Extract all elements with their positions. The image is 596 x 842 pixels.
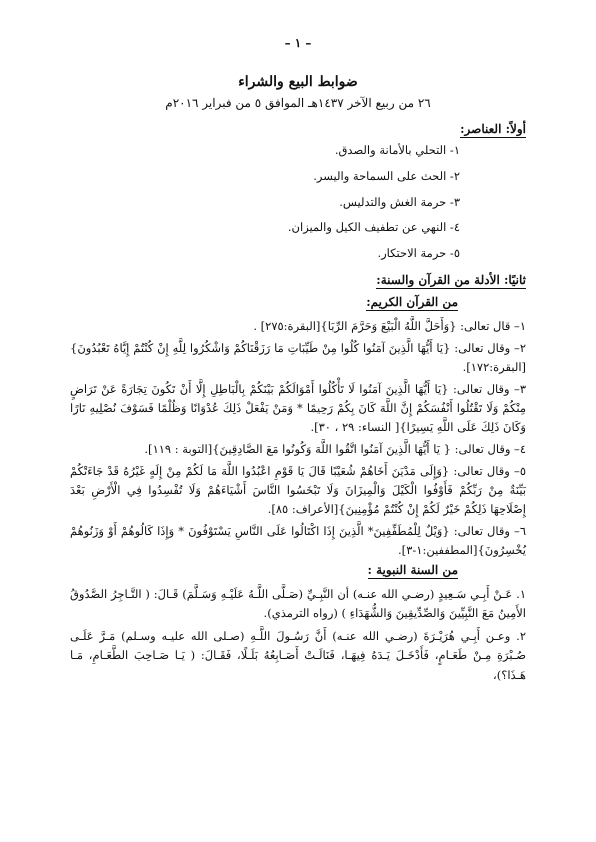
verse-paragraph: ٤– وقال تعالى: { يَا أَيُّهَا الَّذِينَ آمَنُوا اتَّقُوا اللَّهَ وَكُونُوا مَعَ الصَّادِقِينَ}[التوبة : ١١٩]. [144,441,526,456]
quran-heading: من القرآن الكريم: [366,294,458,309]
hadith-paragraph: ٢. وعـن أَبِـي هُرَيْـرَةَ (رضـي الله عنـه) أَنَّ رَسُـولَ اللَّـهِ (صـلى الله عليـه وسـلم) مَـرَّ عَلَـى صُـبْرَةِ مِـنْ طَعَـامٍ، فَأَدْخَـلَ يَـدَهُ فِيهَـا، فَنَالَـتْ أَصَـابِعُهُ بَلَـلًا، فَقَـالَ: ( يَـا صَـاحِبَ الطَّعَـامِ، مَـا هَـذَا؟)، [70,628,526,682]
date-line: ٢٦ من ربيع الآخر ١٤٣٧هـ الموافق ٥ من فبراير ٢٠١٦م [165,96,431,110]
list-item: ١- التحلي بالأمانة والصدق. [334,143,460,157]
verse-paragraph: ٣– وقال تعالى: {يَا أَيُّهَا الَّذِينَ آمَنُوا لَا تَأْكُلُوا أَمْوَالَكُمْ بَيْنَكُمْ بِالْبَاطِلِ إِلَّا أَنْ تَكُونَ تِجَارَةً عَنْ تَرَاضٍ مِنْكُمْ وَلَا تَقْتُلُوا أَنْفُسَكُمْ إِنَّ اللَّهَ كَانَ بِكُمْ رَحِيمًا * وَمَنْ يَفْعَلْ ذَلِكَ عُدْوَانًا وَظُلْمًا فَسَوْفَ نُصْلِيهِ نَارًا وَكَانَ ذَلِكَ عَلَى اللَّهِ يَسِيرًا}[ النساء: ٢٩ ، ٣٠]. [70,381,526,434]
section-elements-heading: أولاً: العناصر: [460,122,526,136]
list-item: ٣- حرمة الغش والتدليس. [339,194,460,209]
section-evidence-heading: ثانيًا: الأدلة من القرآن والسنة: [376,272,526,287]
verse-paragraph: ٥– وقال تعالى: {وَإِلَى مَدْيَنَ أَخَاهُمْ شُعَيْبًا قَالَ يَا قَوْمِ اعْبُدُوا اللَّهَ مَا لَكُمْ مِنْ إِلَهٍ غَيْرُهُ قَدْ جَاءَتْكُمْ بَيِّنَةٌ مِنْ رَبِّكُمْ فَأَوْفُوا الْكَيْلَ وَالْمِيزَانَ وَلَا تَبْخَسُوا النَّاسَ أَشْيَاءَهُمْ وَلَا تُفْسِدُوا فِي الْأَرْضِ بَعْدَ إِصْلَاحِهَا ذَلِكُمْ خَيْرٌ لَكُمْ إِنْ كُنْتُمْ مُؤْمِنِينَ}[الأعراف: ٨٥]. [70,463,526,516]
sunnah-heading: من السنة النبوية : [367,562,458,577]
verse-paragraph: ٦– وقال تعالى: {وَيْلٌ لِلْمُطَفِّفِينَ* الَّذِينَ إِذَا اكْتَالُوا عَلَى النَّاسِ يَسْتَوْفُونَ * وَإِذَا كَالُوهُمْ أَوْ وَزَنُوهُمْ يُخْسِرُونَ}[المطففين:١-٣]. [70,523,526,557]
elements-list [70,144,526,261]
verse-paragraph: ٢– وقال تعالى: {يَا أَيُّهَا الَّذِينَ آمَنُوا كُلُوا مِنْ طَيِّبَاتِ مَا رَزَقْنَاكُمْ وَاشْكُرُوا لِلَّهِ إِنْ كُنْتُمْ إِيَّاهُ تَعْبُدُونَ}[البقرة:١٧٢]. [70,340,526,374]
page-number: – ١ – [284,36,312,50]
verse-paragraph: ١– قال تعالى: {وَأَحَلَّ اللَّهُ الْبَيْعَ وَحَرَّمَ الرِّبَا}[البقرة:٢٧٥] . [253,318,526,333]
hadith-paragraph: ١. عَـنْ أَبِـي سَـعِيدٍ (رضـي الله عنـه) أن النَّبِـيِّ (صَـلَّى اللَّـهُ عَلَيْـهِ وَسَـلَّمَ) قَـالَ: ( التَّـاجِرُ الصَّدُوقُ الأَمِينُ مَعَ النَّبِيِّينَ وَالصِّدِّيقِينَ وَالشُّهَدَاءِ ) (رواه الترمذي). [70,586,526,621]
page-title: ضوابط البيع والشراء [238,74,358,90]
list-item: ٤- النهي عن تطفيف الكيل والميزان. [287,220,460,235]
list-item: ٢- الحث على السماحة واليسر. [313,168,460,183]
list-item: ٥- حرمة الاحتكار. [377,246,460,261]
